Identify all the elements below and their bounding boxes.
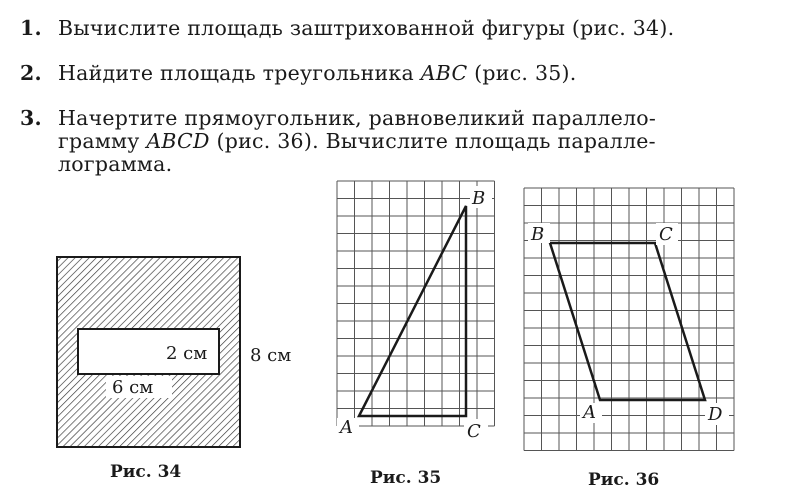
task-text-part: (рис. 36). Вычислите площадь паралле- [209, 129, 656, 153]
task-text: Вычислите площадь заштрихованной фигуры (рис. 34). [58, 16, 675, 40]
vertex-label-d: D [708, 404, 723, 425]
figure-34 [57, 257, 291, 447]
vertex-label-c: C [659, 224, 673, 245]
outer-height-label: 8 см [250, 345, 292, 366]
task-number: 3. [20, 106, 42, 130]
vertex-label-c: C [467, 421, 481, 442]
figure-caption: Рис. 34 [110, 462, 182, 482]
vertex-label-b: B [472, 188, 486, 209]
triangle-name: ABC [420, 61, 468, 85]
inner-width-label: 6 см [112, 377, 154, 398]
task-number: 2. [20, 61, 42, 85]
vertex-label-a: A [583, 402, 596, 423]
figure-caption: Рис. 35 [370, 468, 442, 488]
task-number: 1. [20, 16, 42, 40]
parallelogram-name: ABCD [146, 129, 210, 153]
inner-height-label: 2 см [166, 343, 208, 364]
figure-36 [524, 188, 734, 451]
grid [524, 188, 734, 451]
figure-35 [337, 181, 495, 442]
task-text-part: Найдите площадь треугольника [58, 61, 421, 85]
task-line: Начертите прямоугольник, равновеликий параллело- [58, 106, 657, 130]
figure-caption: Рис. 36 [588, 470, 660, 490]
task-line: лограмма. [58, 152, 173, 176]
vertex-label-a: A [340, 417, 353, 438]
vertex-label-b: B [531, 224, 545, 245]
task-text-part: грамму [58, 129, 147, 153]
task-text-part: (рис. 35). [467, 61, 577, 85]
triangle-abc [359, 206, 466, 416]
